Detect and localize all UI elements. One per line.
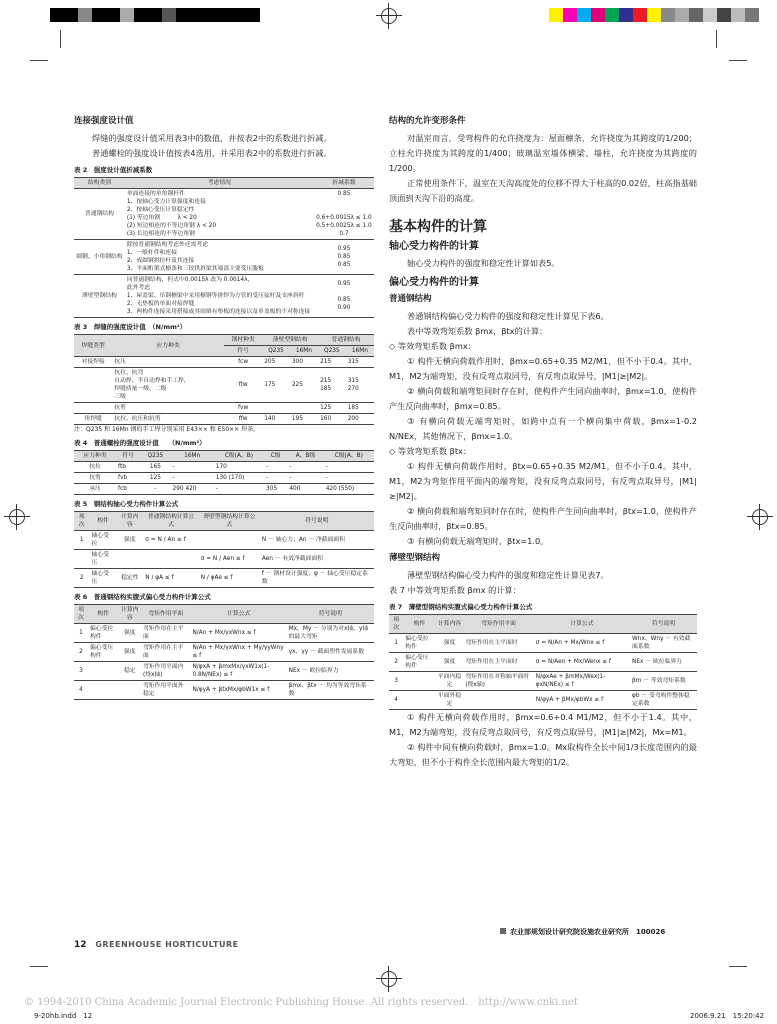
table-cell: 1 bbox=[389, 634, 403, 653]
color-swatch bbox=[605, 8, 619, 22]
table-cell: 轴心受拉 bbox=[90, 531, 117, 550]
table-header: 焊缝类型 bbox=[74, 335, 112, 357]
table-cell: f － 钢材设计强度；φ － 轴心受压稳定系数 bbox=[260, 569, 374, 588]
table-cell: 4 bbox=[74, 681, 88, 700]
table-row bbox=[389, 634, 697, 653]
table-cell: 2 bbox=[74, 643, 88, 662]
paragraph: 对温室而言，受弯构件的允许挠度为：屋面檩条，允许挠度为其跨度的1/200；立柱允许挠度为其跨度的1/400；玻璃温室墙体横梁、墙柱，允许挠度为其跨度的1/200。 bbox=[389, 133, 697, 173]
table-header: 考虑情况 bbox=[125, 178, 314, 189]
table-cell: 弯矩作用在主平面时 bbox=[463, 634, 533, 653]
crop-mark bbox=[729, 966, 747, 967]
table-row bbox=[74, 403, 374, 414]
table2 bbox=[74, 177, 374, 318]
table-cell: 偏心受拉构件 bbox=[403, 634, 435, 653]
table-cell: N / φA ≤ f bbox=[143, 569, 198, 588]
paragraph: ② 构件中间有横向荷载时，βmx=1.0。Mx取构件全长中间1/3长度范围内的最大弯矩，但不小于构件全长范围内最大弯矩的1/2。 bbox=[389, 742, 697, 767]
table-cell bbox=[74, 403, 112, 414]
table-cell: 单面连接的单角钢杆件 1、按轴心受力计算强度和连接 2、按轴心受压计算稳定性 (1) 等边角钢 λ < 20 (2) 短边相连的不等边角钢 λ < 20 (3) 长边相连的不等边角钢 bbox=[125, 189, 314, 240]
table-cell: 300 bbox=[290, 357, 318, 368]
table-header: C级(A、B) bbox=[324, 451, 374, 462]
paragraph: 轴心受力构件的强度和稳定性计算如表5。 bbox=[407, 258, 560, 268]
table-cell: βmx、βtx － 均为等效弯矩系数 bbox=[287, 681, 374, 700]
table-header: 计算内容 bbox=[436, 615, 464, 634]
table-cell: σ = N/An + Mx/Wnx ≤ f bbox=[534, 634, 630, 653]
table-header: 项次 bbox=[74, 512, 90, 531]
page-footer bbox=[74, 940, 239, 950]
table-cell: 对接焊接 bbox=[74, 357, 112, 368]
paragraph: ③ 有横向荷载无端弯矩时，如跨中点有一个横向集中荷载，βmx=1-0.2 N/NEx，其他情况下，βmx=1.0。 bbox=[389, 416, 697, 441]
table-cell: 抗压 bbox=[112, 357, 224, 368]
color-swatch bbox=[148, 8, 162, 22]
table-header: 薄壁型钢结构计算公式 bbox=[199, 512, 260, 531]
table-cell: N/An + Mx/γxWnx ≤ f bbox=[190, 624, 286, 643]
color-swatch bbox=[619, 8, 633, 22]
crosshair-icon-left bbox=[4, 504, 30, 530]
table-header: 弯矩作用平面 bbox=[463, 615, 533, 634]
table-cell: - bbox=[324, 473, 374, 484]
table-cell: 强度 bbox=[119, 643, 141, 662]
table-cell: 205 bbox=[262, 357, 290, 368]
color-swatch bbox=[563, 8, 577, 22]
table-cell: σ = N/Aen + Mx/Wenx ≤ f bbox=[534, 653, 630, 672]
table-cell: - bbox=[264, 473, 287, 484]
table-cell: 普通钢结构 bbox=[74, 189, 125, 240]
chapter-heading: 基本构件的计算 bbox=[389, 219, 487, 235]
color-swatch bbox=[134, 8, 148, 22]
table-cell: 强度 bbox=[116, 531, 143, 550]
table-cell bbox=[290, 403, 318, 414]
table-cell bbox=[88, 681, 119, 700]
section-heading: 偏心受力构件的计算 bbox=[389, 277, 479, 288]
table4 bbox=[74, 450, 374, 495]
color-swatch bbox=[50, 8, 64, 22]
square-bullet-icon bbox=[500, 928, 506, 934]
table7-caption: 表 7 薄壁型钢结构实腹式偏心受力构件计算公式 bbox=[389, 603, 533, 611]
table5 bbox=[74, 511, 374, 588]
table-cell: 抗拉 bbox=[74, 462, 116, 473]
table-cell: 2 bbox=[74, 569, 90, 588]
table-cell: N / φAe ≤ f bbox=[199, 569, 260, 588]
table-row bbox=[389, 691, 697, 710]
table4-caption: 表 4 普通螺栓的强度设计值 （N/mm²） bbox=[74, 439, 206, 447]
color-swatch bbox=[661, 8, 675, 22]
color-swatch bbox=[549, 8, 563, 22]
table-cell: 315 bbox=[346, 357, 374, 368]
table-header: 符号 bbox=[116, 451, 140, 462]
table-header: 符号说明 bbox=[287, 605, 374, 624]
table-cell: σ = N / An ≤ f bbox=[143, 531, 198, 550]
table-cell: 420 (550) bbox=[324, 484, 374, 495]
color-swatch bbox=[232, 8, 246, 22]
table-cell: 215 bbox=[318, 357, 346, 368]
table-header: 项次 bbox=[74, 605, 88, 624]
color-swatch bbox=[176, 8, 190, 22]
paragraph: ② 横向荷载和端弯矩同时存在时，使构件产生同向曲率时，βmx=1.0，使构件产生反向曲率时，βmx=0.85。 bbox=[389, 386, 697, 411]
crop-mark bbox=[729, 60, 747, 61]
table-cell: 弯矩作用平面外稳定 bbox=[141, 681, 191, 700]
table-cell: 0.95 0.85 0.85 bbox=[314, 240, 374, 275]
table3-note: 注：Q235 和 16Mn 钢的手工焊分别采用 E43×× 和 E50×× 焊条。 bbox=[74, 426, 260, 433]
table-row bbox=[74, 550, 374, 569]
table-header: 薄壁型钢结构 bbox=[262, 335, 318, 346]
color-swatch bbox=[120, 8, 134, 22]
table-header: 符号 bbox=[224, 346, 262, 357]
table6 bbox=[74, 604, 374, 700]
table-cell: NEx － 欧拉临界力 bbox=[287, 662, 374, 681]
table-header: 普通钢结构计算公式 bbox=[143, 512, 198, 531]
table-cell: N － 轴心力；An － 净截面面积 bbox=[260, 531, 374, 550]
table-row bbox=[74, 624, 374, 643]
table-cell: 130 (170) bbox=[214, 473, 264, 484]
color-swatch bbox=[703, 8, 717, 22]
table-cell bbox=[143, 550, 198, 569]
table-row bbox=[74, 569, 374, 588]
color-swatch bbox=[745, 8, 759, 22]
table-header: 符号说明 bbox=[260, 512, 374, 531]
table-cell bbox=[403, 691, 435, 710]
table-header: 应力种类 bbox=[112, 335, 224, 357]
table-cell: 305 bbox=[264, 484, 287, 495]
table-row bbox=[74, 275, 374, 318]
color-swatch bbox=[689, 8, 703, 22]
table-cell: 290 420 bbox=[171, 484, 214, 495]
bullet-item: ◇ 等效弯矩系数 βmx： bbox=[389, 341, 476, 351]
table6-caption: 表 6 普通钢结构实腹式偏心受力构件计算公式 bbox=[74, 593, 211, 601]
table3 bbox=[74, 334, 374, 425]
table-cell: 承压 bbox=[74, 484, 116, 495]
table-cell: Aen － 有效净截面面积 bbox=[260, 550, 374, 569]
table-header: A、B级 bbox=[287, 451, 323, 462]
table-header: 计算公式 bbox=[190, 605, 286, 624]
copyright-watermark: © 1994-2010 China Academic Journal Electronic Publishing House. All rights reserved. http://www.cnki.net bbox=[24, 997, 578, 1008]
table-cell: 185 bbox=[346, 403, 374, 414]
paragraph: ③ 有横向荷载无端弯矩时，βtx=1.0。 bbox=[407, 536, 549, 546]
table-header: 应力种类 bbox=[74, 451, 116, 462]
table-row bbox=[74, 531, 374, 550]
table-row bbox=[74, 462, 374, 473]
table-header: Q235 bbox=[318, 346, 346, 357]
table7 bbox=[389, 614, 697, 710]
timestamp-slug: 2006.9.21 15:20:42 bbox=[690, 1012, 765, 1020]
table-cell bbox=[262, 403, 290, 414]
table-cell: N/φyA + βMx/φbWx ≤ f bbox=[534, 691, 630, 710]
author-text: 农业部规划设计研究院设施农业研究所 100026 bbox=[510, 928, 666, 936]
table-cell: N/An + Mx/γxWnx + My/γyWny ≤ f bbox=[190, 643, 286, 662]
color-swatch bbox=[633, 8, 647, 22]
table-cell: N/φyA + βtxMx/φbW1x ≤ f bbox=[190, 681, 286, 700]
table-cell: N/φxA + βmxMx/γxW1x(1-0.8N/NEx) ≤ f bbox=[190, 662, 286, 681]
paragraph: 表中等效弯矩系数 βmx，βtx的计算： bbox=[407, 326, 548, 336]
table-cell bbox=[74, 550, 90, 569]
table-cell: 薄壁型钢结构 bbox=[74, 275, 125, 318]
table-cell: 1 bbox=[74, 531, 90, 550]
table-cell: 215 185 bbox=[318, 368, 346, 403]
journal-title: GREENHOUSE HORTICULTURE bbox=[95, 940, 239, 949]
table-header: C级 bbox=[264, 451, 287, 462]
table-cell bbox=[74, 368, 112, 403]
table-row bbox=[389, 672, 697, 691]
table-cell: 弯矩作用在主平面 bbox=[141, 643, 191, 662]
table-row bbox=[74, 662, 374, 681]
table-cell: 3 bbox=[74, 662, 88, 681]
table-cell: 强度 bbox=[436, 634, 464, 653]
table-cell: σ = N / Aen ≤ f bbox=[199, 550, 260, 569]
paragraph: 表 7 中等效弯矩系数 βmx 的计算： bbox=[389, 585, 521, 595]
table3-caption: 表 3 焊缝的强度设计值 （N/mm²） bbox=[74, 323, 187, 331]
color-swatch bbox=[64, 8, 78, 22]
table-header: 普通钢结构 bbox=[318, 335, 374, 346]
crosshair-icon-right bbox=[747, 504, 773, 530]
subsection-heading: 普通钢结构 bbox=[389, 294, 432, 304]
table-cell bbox=[116, 550, 143, 569]
table-cell: 4 bbox=[389, 691, 403, 710]
color-swatch bbox=[591, 8, 605, 22]
paragraph: 普通钢结构偏心受力构件的强度和稳定性计算见下表6。 bbox=[407, 311, 609, 321]
table-cell: 抗剪 bbox=[112, 403, 224, 414]
crosshair-icon-bottom bbox=[376, 966, 402, 992]
table-cell: βm － 等效弯矩系数 bbox=[630, 672, 697, 691]
table-header: Q235 bbox=[262, 346, 290, 357]
color-swatch bbox=[204, 8, 218, 22]
table-cell: 强度 bbox=[436, 653, 464, 672]
table-cell bbox=[199, 531, 260, 550]
table5-caption: 表 5 钢结构轴心受力构件计算公式 bbox=[74, 500, 179, 508]
table-cell: 0.95 0.85 0.90 bbox=[314, 275, 374, 318]
color-swatch bbox=[647, 8, 661, 22]
table-cell bbox=[119, 681, 141, 700]
table-header: 项次 bbox=[389, 615, 403, 634]
table-row bbox=[389, 653, 697, 672]
table-cell: 170 bbox=[214, 462, 264, 473]
table-header: 构件 bbox=[88, 605, 119, 624]
table-cell: - bbox=[264, 462, 287, 473]
table-cell: ffw bbox=[224, 414, 262, 425]
table-row bbox=[74, 357, 374, 368]
table-cell: 抗剪 bbox=[74, 473, 116, 484]
table-cell: 160 bbox=[318, 414, 346, 425]
table-row bbox=[74, 368, 374, 403]
table-cell: - bbox=[140, 484, 170, 495]
section-heading: 结构的允许变形条件 bbox=[389, 116, 466, 126]
table-cell: 195 bbox=[290, 414, 318, 425]
table-cell: fcw bbox=[224, 357, 262, 368]
table-row bbox=[74, 414, 374, 425]
table-header: 折减系数 bbox=[314, 178, 374, 189]
color-swatch bbox=[78, 8, 92, 22]
color-swatch bbox=[218, 8, 232, 22]
paragraph: 正常使用条件下，温室在天沟高度处的位移不得大于柱高的0.02倍，柱高指基础顶面到天沟下沿的高度。 bbox=[389, 178, 697, 203]
table-cell: Mx、My － 分别为对x轴、y轴的最大弯矩 bbox=[287, 624, 374, 643]
table-cell: 抗拉、抗压和抗剪 bbox=[112, 414, 224, 425]
table-row bbox=[74, 484, 374, 495]
paragraph: ① 构件无横向荷载作用时，βmx=0.65+0.35 M2/M1，但不小于0.4。其中，M1，M2为端弯矩，没有反弯点取同号，有反弯点取异号，|M1|≥|M2|。 bbox=[389, 356, 697, 381]
table-cell: 平面内稳定 bbox=[436, 672, 464, 691]
table-cell: 125 bbox=[318, 403, 346, 414]
table-cell: fvw bbox=[224, 403, 262, 414]
table-cell: 弯矩作用在主平面时 bbox=[463, 653, 533, 672]
color-swatch bbox=[675, 8, 689, 22]
table-cell: 3 bbox=[389, 672, 403, 691]
paragraph: 焊缝的强度设计值采用表3中的数值，并按表2中的系数进行折减。 bbox=[92, 133, 332, 143]
table-cell: γx、γy － 截面塑性发展系数 bbox=[287, 643, 374, 662]
table-cell: 200 bbox=[346, 414, 374, 425]
table-header: 构件 bbox=[403, 615, 435, 634]
paragraph: ② 横向荷载和端弯矩同时存在时，使构件产生同向曲率时，βtx=1.0，使构件产生反向曲率时，βtx=0.85。 bbox=[389, 506, 697, 531]
section-heading: 轴心受力构件的计算 bbox=[389, 241, 479, 252]
table-cell: 弯矩作用平面内(绕x轴) bbox=[141, 662, 191, 681]
table-cell bbox=[463, 691, 533, 710]
paragraph: 普通螺栓的强度设计值按表4选用，并采用表2中的系数进行折减。 bbox=[92, 148, 332, 158]
table-header: 计算内容 bbox=[119, 605, 141, 624]
color-swatch bbox=[717, 8, 731, 22]
table-cell: 2 bbox=[389, 653, 403, 672]
table-cell: 1 bbox=[74, 624, 88, 643]
table-cell: - bbox=[287, 462, 323, 473]
table-cell: - bbox=[171, 462, 214, 473]
table-cell: 弯矩作用在主平面 bbox=[141, 624, 191, 643]
table-cell: 315 270 bbox=[346, 368, 374, 403]
table-cell: - bbox=[287, 473, 323, 484]
author-affiliation bbox=[500, 927, 665, 937]
table-row bbox=[74, 643, 374, 662]
table-cell: 225 bbox=[290, 368, 318, 403]
table-row bbox=[74, 189, 374, 240]
table-cell: 偏心受压构件 bbox=[88, 643, 119, 662]
section-heading: 连接强度设计值 bbox=[74, 116, 134, 126]
color-swatch bbox=[162, 8, 176, 22]
table-row bbox=[74, 681, 374, 700]
table-cell: 125 bbox=[140, 473, 170, 484]
table-cell: 175 bbox=[262, 368, 290, 403]
table-header: 弯矩作用平面 bbox=[141, 605, 191, 624]
table-cell: fcb bbox=[116, 484, 140, 495]
table-cell: 0.85 0.6+0.0015λ ≤ 1.0 0.5+0.0025λ ≤ 1.0 0.7 bbox=[314, 189, 374, 240]
registration-bar-right bbox=[549, 8, 759, 22]
table-cell: 弯矩作用在对称轴平面时(绕x轴) bbox=[463, 672, 533, 691]
table-cell: 抗拉、抗弯 自动焊、半自动焊和手工焊， 焊缝质量一级、二级 三级 bbox=[112, 368, 224, 403]
table-header: Q235 bbox=[140, 451, 170, 462]
crop-mark bbox=[60, 30, 61, 48]
table-cell: 同普通钢结构，但式中0.0015λ 改为 0.0014λ， 此外考虑 1、屋盖梁、吊钢檩梁中采用檩钢等拼焊为方管的受压弦杆及支座斜杆 2、无垫板的单面对接焊缝 3、两构件连接采用搭接或其间填有垫板的连接以及单盖板的不对称连接 bbox=[125, 275, 314, 318]
paragraph: ① 构件无横向荷载作用时，βmx=0.6+0.4 M1/M2，但不小于1.4。其中，M1，M2为端弯矩，没有反弯点取同号，有反弯点取异号，|M1|≥|M2|，Mx=M1。 bbox=[389, 712, 697, 737]
table-cell: 140 bbox=[262, 414, 290, 425]
table-cell: - bbox=[214, 484, 264, 495]
right-column bbox=[389, 112, 697, 770]
table-cell: Wnx、Wny － 有效截面系数 bbox=[630, 634, 697, 653]
table-header: 16Mn bbox=[290, 346, 318, 357]
table-row bbox=[74, 473, 374, 484]
table-cell: 角焊缝 bbox=[74, 414, 112, 425]
table-header: 构件 bbox=[90, 512, 117, 531]
paragraph: ① 构件无横向荷载作用时，βtx=0.65+0.35 M2/M1，但不小于0.4。其中，M1，M2为弯矩作用平面内的端弯矩，没有反弯点取同号，有反弯点取异号，|M1|≥|M2|。 bbox=[389, 461, 697, 501]
table2-caption: 表 2 强度设计值折减系数 bbox=[74, 166, 153, 174]
crosshair-icon-top bbox=[376, 3, 402, 29]
table-header: 16Mn bbox=[171, 451, 214, 462]
table-cell: N/φxAe + βmMx/Wex(1-φxN/NEx) ≤ f bbox=[534, 672, 630, 691]
subsection-heading: 薄壁型钢结构 bbox=[389, 553, 441, 563]
table-header: 计算内容 bbox=[116, 512, 143, 531]
table-cell: 偏心受拉构件 bbox=[88, 624, 119, 643]
paragraph: 薄壁型钢结构偏心受力构件的强度和稳定性计算见表7。 bbox=[407, 570, 609, 580]
table-cell: - bbox=[171, 473, 214, 484]
table-cell: 偏心受压构件 bbox=[403, 653, 435, 672]
table-cell: 稳定 bbox=[119, 662, 141, 681]
table-cell bbox=[403, 672, 435, 691]
table-header: 计算公式 bbox=[534, 615, 630, 634]
table-cell: 轴心受压 bbox=[90, 550, 117, 569]
crop-mark bbox=[30, 966, 48, 967]
table-cell: 稳定性 bbox=[116, 569, 143, 588]
table-cell: NEx － 欧拉临界力 bbox=[630, 653, 697, 672]
table-cell: 除按普通钢结构考虑外还需考虑 1、一般杆件和连接 2、戒圆钢拱拉杆及其连接 3、平面桁架式檩条和三铰拱斜梁其端部主要受压腹板 bbox=[125, 240, 314, 275]
table-row bbox=[74, 240, 374, 275]
table-cell: ftb bbox=[116, 462, 140, 473]
left-column bbox=[74, 112, 374, 700]
table-header: C级(A、B) bbox=[214, 451, 264, 462]
table-cell: 165 bbox=[140, 462, 170, 473]
table-cell: 平面外稳定 bbox=[436, 691, 464, 710]
table-cell bbox=[88, 662, 119, 681]
table-header: 16Mn bbox=[346, 346, 374, 357]
registration-bar-left bbox=[50, 8, 260, 22]
table-cell: 强度 bbox=[119, 624, 141, 643]
file-slug: 9-20hb.indd 12 bbox=[34, 1012, 93, 1020]
table-cell: 圆钢、小角钢结构 bbox=[74, 240, 125, 275]
table-header: 结构类别 bbox=[74, 178, 125, 189]
color-swatch bbox=[190, 8, 204, 22]
table-header: 钢材种类 bbox=[224, 335, 262, 346]
color-swatch bbox=[731, 8, 745, 22]
color-swatch bbox=[577, 8, 591, 22]
table-cell: φb － 受弯构件整体稳定系数 bbox=[630, 691, 697, 710]
color-swatch bbox=[106, 8, 120, 22]
table-cell: fvb bbox=[116, 473, 140, 484]
bullet-item: ◇ 等效弯矩系数 βtx： bbox=[389, 446, 472, 456]
table-header: 符号说明 bbox=[630, 615, 697, 634]
table-cell: ftw bbox=[224, 368, 262, 403]
crop-mark bbox=[30, 60, 48, 61]
color-swatch bbox=[92, 8, 106, 22]
table-cell: 轴心受压 bbox=[90, 569, 117, 588]
table-cell: 400 bbox=[287, 484, 323, 495]
color-swatch bbox=[246, 8, 260, 22]
crop-mark bbox=[716, 30, 717, 48]
table-cell: - bbox=[324, 462, 374, 473]
page-number: 12 bbox=[74, 940, 87, 950]
